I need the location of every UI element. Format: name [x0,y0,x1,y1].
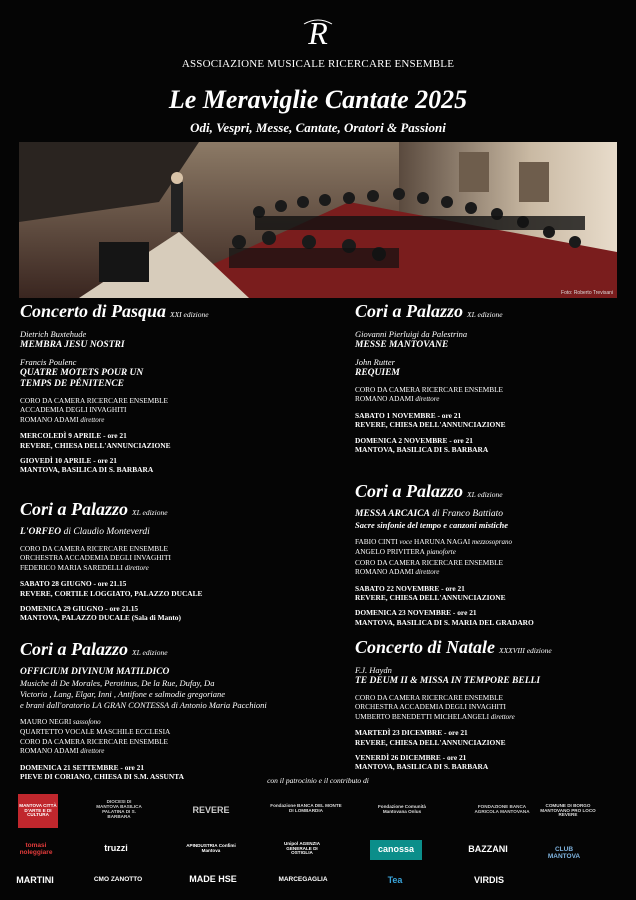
event-edition: XL edizione [132,508,168,517]
event-title: Cori a Palazzo [20,639,129,659]
sponsor-logo: REVERE [196,794,226,828]
date-venue-line: SABATO 28 GIUGNO - ore 21.15 [20,579,127,589]
sponsor-logo: truzzi [90,838,142,860]
sponsor-logo: tomasi noleggiare [14,836,58,864]
performer-line: CORO DA CAMERA RICERCARE ENSEMBLE [20,736,168,746]
composer-line: e brani dall'oratorio LA GRAN CONTESSA di Antonio Maria Pacchioni [20,700,267,710]
page-subtitle: Odi, Vespri, Messe, Cantate, Oratori & Passioni [190,120,446,135]
sponsor-logo: Unipol AGENZIA GENERALE DI OSTIGLIA [276,834,328,864]
event-heading [355,482,636,501]
date-venue-line: SABATO 22 NOVEMBRE - ore 21 [355,583,465,593]
date-venue-line: DOMENICA 23 NOVEMBRE - ore 21 [355,608,477,618]
event-edition: XXXVIII edizione [499,646,552,655]
event-heading [20,640,312,659]
date-venue-line: REVERE, CHIESA DELL'ANNUNCIAZIONE [355,593,506,603]
performer-line: MAURO NEGRI sassofono [20,717,101,726]
composer-line: Francis Poulenc [20,357,77,367]
work-title: REQUIEM [355,368,400,378]
date-venue-line: MANTOVA, BASILICA DI S. MARIA DEL GRADARO [355,617,534,627]
performer-line: CORO DA CAMERA RICERCARE ENSEMBLE [355,557,503,567]
work-title: MEMBRA JESU NOSTRI [20,340,125,350]
date-venue-line: REVERE, CHIESA DELL'ANNUNCIAZIONE [355,737,506,747]
event-block [20,500,312,623]
performer-line: ORCHESTRA ACCADEMIA DEGLI INVAGHITI [20,553,171,563]
sponsor-logo: CLUB MANTOVA [544,836,584,872]
performer-line: CORO DA CAMERA RICERCARE ENSEMBLE [20,544,168,553]
sponsor-logo: Fondazione BANCA DEL MONTE DI LOMBARDIA [270,792,342,826]
date-venue-line: MANTOVA, BASILICA DI S. BARBARA [20,465,154,475]
composer-line: Victoria , Lang, Elgar, Inni , Antifone e salmodie gregoriane [20,689,226,699]
date-venue-line: REVERE, CHIESA DELL'ANNUNCIAZIONE [20,440,171,450]
sponsor-logo: MARCEGAGLIA [272,868,334,892]
sponsor-logo: BAZZANI [458,840,518,860]
work-title: QUATRE MOTETS POUR UN [20,368,144,378]
concert-photo-image [19,142,617,298]
composer-line: F.J. Haydn [355,665,392,675]
sponsor-logo: VIRDIS [462,868,516,894]
event-title: Cori a Palazzo [355,301,464,321]
ricercare-monogram-logo [298,14,338,52]
performer-line: ROMANO ADAMI direttore [355,394,440,404]
sponsor-logo: FONDAZIONE BANCA AGRICOLA MANTOVANA [474,792,530,828]
date-venue-line: REVERE, CHIESA DELL'ANNUNCIAZIONE [355,420,506,430]
work-title: OFFICIUM DIVINUM MATILDICO [20,667,170,677]
sponsor-logo: MARTINI [16,866,54,896]
page-title: Le Meraviglie Cantate 2025 [168,85,468,114]
sponsor-logo: canossa [370,840,422,860]
performer-line: CORO DA CAMERA RICERCARE ENSEMBLE [20,396,168,405]
event-heading [355,638,636,657]
event-title: Concerto di Natale [355,637,495,657]
organization-name: ASSOCIAZIONE MUSICALE RICERCARE ENSEMBLE [181,58,455,70]
work-title: MESSE MANTOVANE [355,340,449,350]
date-venue-line: GIOVEDÌ 10 APRILE - ore 21 [20,456,117,466]
event-heading [355,302,636,321]
date-venue-line: VENERDÌ 26 DICEMBRE - ore 21 [355,753,467,763]
date-venue-line: MERCOLEDÌ 9 APRILE - ore 21 [20,431,127,441]
composer-line: John Rutter [355,357,395,367]
event-edition: XL edizione [132,648,168,657]
patronage-label: con il patrocinio e il contributo di [267,776,369,785]
event-title: Cori a Palazzo [355,481,464,501]
sponsor-logo: APINDUSTRIA Confimi Mantova [178,838,244,860]
performer-line: QUARTETTO VOCALE MASCHILE ECCLESIA [20,727,171,737]
work-title: MESSA ARCAICA di Franco Battiato [355,509,503,519]
date-venue-line: MARTEDÌ 23 DICEMBRE - ore 21 [355,728,468,738]
date-venue-line: PIEVE DI CORIANO, CHIESA DI S.M. ASSUNTA [20,772,184,782]
event-block [20,640,312,781]
date-venue-line: MANTOVA, PALAZZO DUCALE (Sala di Manto) [20,613,181,623]
performer-line: CORO DA CAMERA RICERCARE ENSEMBLE [355,385,503,394]
performer-line: ORCHESTRA ACCADEMIA DEGLI INVAGHITI [355,702,506,712]
performer-line: UMBERTO BENEDETTI MICHELANGELI direttore [355,711,515,721]
event-title: Concerto di Pasqua [20,301,167,321]
photo-credit: Foto: Roberto Trevisani [561,290,613,296]
performer-line: FABIO CINTI voce HARUNA NAGAI mezzosoprano [355,537,512,546]
composer-line: Musiche di De Morales, Perotinus, De la Rue, Dufay, Da [20,678,215,688]
event-block [355,638,636,772]
work-title: TEMPS DE PÉNITENCE [20,379,124,389]
performer-line: CORO DA CAMERA RICERCARE ENSEMBLE [355,693,503,702]
date-venue-line: DOMENICA 2 NOVEMBRE - ore 21 [355,435,473,445]
date-venue-line: DOMENICA 29 GIUGNO - ore 21.15 [20,604,139,614]
composer-line: Dietrich Buxtehude [20,329,87,339]
performer-line: ROMANO ADAMI direttore [355,567,440,577]
composer-line: Giovanni Pierluigi da Palestrina [355,329,468,339]
svg-text:R: R [308,15,328,51]
performer-line: ANGELO PRIVITERA pianoforte [355,547,456,557]
event-block [20,302,312,475]
date-venue-line: REVERE, CORTILE LOGGIATO, PALAZZO DUCALE [20,588,203,598]
concert-photo [19,142,617,298]
event-edition: XXI edizione [170,310,209,319]
event-title: Cori a Palazzo [20,499,129,519]
sponsor-logo: DIOCESI DI MANTOVA BASILICA PALATINA DI S. BARBARA [96,792,142,828]
work-title: TE DEUM II & MISSA IN TEMPORE BELLI [355,676,541,686]
date-venue-line: MANTOVA, BASILICA DI S. BARBARA [355,445,489,455]
sponsor-logo: MANTOVA CITTÀ D'ARTE E DI CULTURA [18,794,58,828]
date-venue-line: DOMENICA 21 SETTEMBRE - ore 21 [20,762,145,772]
sponsor-logo: Tea [370,866,420,896]
performer-line: ROMANO ADAMI direttore [20,746,105,756]
event-edition: XL edizione [467,490,503,499]
sponsor-logo: Fondazione Comunità Mantovana Onlus [374,792,430,828]
sponsor-logo: COMUNE DI BORGO MANTOVANO PRO LOCO REVERE [538,796,598,826]
sponsor-logo: MADE HSE [182,866,244,894]
date-venue-line: MANTOVA, BASILICA DI S. BARBARA [355,762,489,772]
date-venue-line: SABATO 1 NOVEMBRE - ore 21 [355,410,462,420]
work-subtitle: Sacre sinfonie del tempo e canzoni mistiche [355,520,508,530]
performer-line: ROMANO ADAMI direttore [20,414,105,424]
event-block [355,482,636,627]
event-heading [20,302,312,321]
performer-line: ACCADEMIA DEGLI INVAGHITI [20,405,127,415]
event-heading [20,500,312,519]
performer-line: FEDERICO MARIA SAREDELLI direttore [20,562,149,572]
event-block [355,302,636,454]
event-edition: XL edizione [467,310,503,319]
work-title: L'ORFEO di Claudio Monteverdi [20,527,150,537]
sponsor-logo: CMO ZANOTTO [88,866,148,894]
